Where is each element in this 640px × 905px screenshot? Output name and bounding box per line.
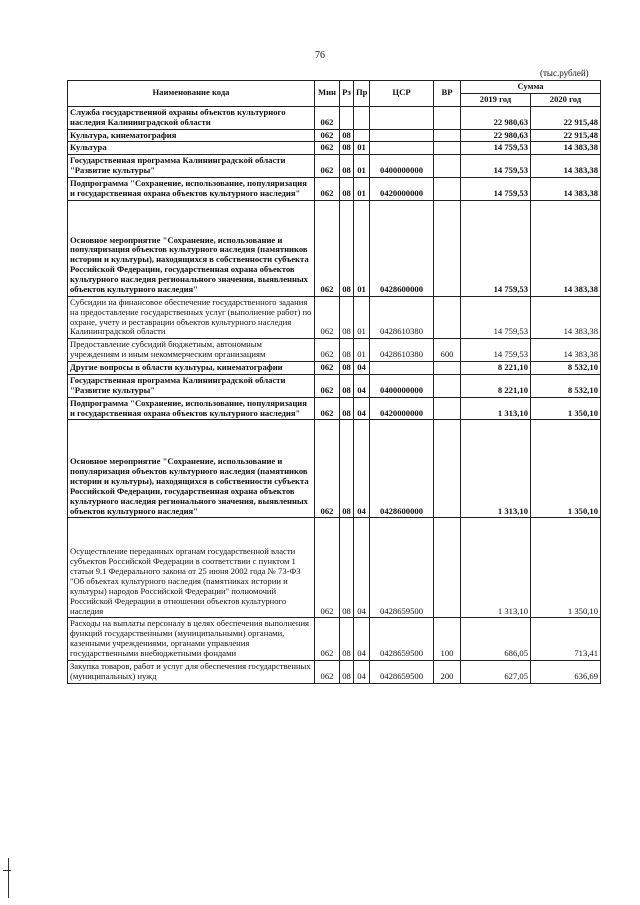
cell-y2020: 22 915,48 (531, 106, 601, 129)
cell-min: 062 (315, 178, 340, 201)
cell-rz: 08 (340, 142, 354, 155)
cell-pr (354, 106, 370, 129)
cell-csr: 0428659500 (370, 660, 434, 683)
cell-vr (434, 420, 461, 518)
table-row (68, 142, 601, 155)
cell-csr: 0428610380 (370, 339, 434, 362)
cell-csr: 0428659500 (370, 618, 434, 661)
cell-rz: 08 (340, 397, 354, 420)
cell-y2020: 14 383,38 (531, 339, 601, 362)
cell-name: Осуществление переданных органам государственной власти субъектов Российской Федерации в соответствии с пунктом 1 статьи 9.1 Федерального закона от 25 июня 2002 года № 73-ФЗ "Об объектах культурного наследия (памятниках истории и культуры) народов Российской Федерации" полномочий Российской Федерации в отношении объектов культурного наследия (68, 518, 315, 618)
table-row (68, 374, 601, 397)
cell-name: Другие вопросы в области культуры, кинематографии (68, 362, 315, 375)
header-pr: Пр (354, 81, 370, 107)
table-row (68, 200, 601, 296)
cell-y2019: 14 759,53 (461, 339, 531, 362)
cell-y2019: 8 221,10 (461, 374, 531, 397)
cell-pr: 04 (354, 618, 370, 661)
cell-name: Государственная программа Калининградской области "Развитие культуры" (68, 374, 315, 397)
cell-name: Основное мероприятие "Сохранение, использование и популяризация объектов культурного наследия (памятников истории и культуры), находящихся в собственности субъекта Российской Федерации, государственная охрана объектов культурного наследия регионального значения, выявленных объектов культурного наследия" (68, 200, 315, 296)
cell-y2020: 1 350,10 (531, 397, 601, 420)
cell-min: 062 (315, 129, 340, 142)
table-row (68, 660, 601, 683)
cell-pr: 04 (354, 420, 370, 518)
cell-y2019: 14 759,53 (461, 155, 531, 178)
cell-vr (434, 362, 461, 375)
cell-y2020: 14 383,38 (531, 200, 601, 296)
cell-csr: 0428600000 (370, 200, 434, 296)
cell-pr: 01 (354, 200, 370, 296)
cell-pr: 01 (354, 296, 370, 339)
cell-y2019: 1 313,10 (461, 397, 531, 420)
cell-vr (434, 296, 461, 339)
cell-min: 062 (315, 660, 340, 683)
cell-pr: 01 (354, 178, 370, 201)
table-row (68, 178, 601, 201)
cell-min: 062 (315, 362, 340, 375)
cell-csr: 0428600000 (370, 420, 434, 518)
cell-name: Закупка товаров, работ и услуг для обеспечения государственных (муниципальных) нужд (68, 660, 315, 683)
cell-vr (434, 155, 461, 178)
cell-rz: 08 (340, 296, 354, 339)
cell-y2020: 1 350,10 (531, 420, 601, 518)
header-2020: 2020 год (531, 93, 601, 106)
header-sum: Сумма (461, 81, 601, 94)
cell-y2019: 627,05 (461, 660, 531, 683)
cell-min: 062 (315, 397, 340, 420)
table-row (68, 420, 601, 518)
cell-vr: 200 (434, 660, 461, 683)
header-name: Наименование кода (68, 81, 315, 107)
cell-y2020: 713,41 (531, 618, 601, 661)
cell-pr: 04 (354, 374, 370, 397)
cell-name: Субсидии на финансовое обеспечение государственного задания на предоставление государственных услуг (выполнение работ) по охране, учету и реставрации объектов культурного наследия Калининградской области (68, 296, 315, 339)
cell-pr: 04 (354, 397, 370, 420)
cell-name: Основное мероприятие "Сохранение, использование и популяризация объектов культурного наследия (памятников истории и культуры), находящихся в собственности субъекта Российской Федерации, государственная охрана объектов культурного наследия регионального значения, выявленных объектов культурного наследия" (68, 420, 315, 518)
cell-rz: 08 (340, 339, 354, 362)
cell-min: 062 (315, 106, 340, 129)
cell-rz: 08 (340, 155, 354, 178)
cell-rz: 08 (340, 362, 354, 375)
cell-csr: 0400000000 (370, 374, 434, 397)
table-row (68, 155, 601, 178)
cell-min: 062 (315, 155, 340, 178)
cell-csr: 0400000000 (370, 155, 434, 178)
table-row (68, 397, 601, 420)
cell-vr (434, 129, 461, 142)
table-row (68, 362, 601, 375)
cell-y2019: 14 759,53 (461, 142, 531, 155)
table-row (68, 296, 601, 339)
cell-y2019: 22 980,63 (461, 106, 531, 129)
cell-name: Подпрограмма "Сохранение, использование, популяризация и государственная охрана объектов культурного наследия" (68, 178, 315, 201)
cell-pr: 04 (354, 660, 370, 683)
cell-y2020: 8 532,10 (531, 374, 601, 397)
table-row (68, 129, 601, 142)
table-row (68, 618, 601, 661)
cell-csr (370, 106, 434, 129)
margin-tick (3, 870, 11, 871)
cell-min: 062 (315, 142, 340, 155)
cell-name: Культура, кинематография (68, 129, 315, 142)
cell-y2019: 14 759,53 (461, 296, 531, 339)
cell-name: Государственная программа Калининградской области "Развитие культуры" (68, 155, 315, 178)
cell-min: 062 (315, 374, 340, 397)
cell-pr: 04 (354, 362, 370, 375)
cell-rz: 08 (340, 420, 354, 518)
cell-y2019: 8 221,10 (461, 362, 531, 375)
cell-rz: 08 (340, 518, 354, 618)
cell-rz: 08 (340, 618, 354, 661)
cell-min: 062 (315, 518, 340, 618)
cell-y2019: 1 313,10 (461, 518, 531, 618)
cell-rz: 08 (340, 374, 354, 397)
cell-vr (434, 518, 461, 618)
cell-csr (370, 142, 434, 155)
cell-csr (370, 129, 434, 142)
cell-y2020: 22 915,48 (531, 129, 601, 142)
cell-name: Расходы на выплаты персоналу в целях обеспечения выполнения функций государственными (муниципальными) органами, казенными учреждениями, органами управления государственными внебюджетными фондами (68, 618, 315, 661)
cell-min: 062 (315, 618, 340, 661)
cell-pr: 01 (354, 339, 370, 362)
table-body (68, 106, 601, 683)
table-row (68, 339, 601, 362)
header-min: Мин (315, 81, 340, 107)
cell-csr: 0420000000 (370, 397, 434, 420)
cell-y2019: 22 980,63 (461, 129, 531, 142)
cell-vr (434, 200, 461, 296)
cell-rz: 08 (340, 178, 354, 201)
cell-name: Служба государственной охраны объектов культурного наследия Калининградской области (68, 106, 315, 129)
cell-csr (370, 362, 434, 375)
header-vr: ВР (434, 81, 461, 107)
table-row (68, 518, 601, 618)
cell-min: 062 (315, 420, 340, 518)
cell-min: 062 (315, 339, 340, 362)
cell-y2020: 636,69 (531, 660, 601, 683)
cell-y2020: 14 383,38 (531, 178, 601, 201)
cell-csr: 0428659500 (370, 518, 434, 618)
cell-name: Подпрограмма "Сохранение, использование, популяризация и государственная охрана объектов культурного наследия" (68, 397, 315, 420)
cell-pr: 01 (354, 155, 370, 178)
cell-vr (434, 142, 461, 155)
cell-y2019: 1 313,10 (461, 420, 531, 518)
cell-min: 062 (315, 200, 340, 296)
cell-rz: 08 (340, 200, 354, 296)
cell-min: 062 (315, 296, 340, 339)
cell-y2019: 14 759,53 (461, 200, 531, 296)
cell-y2020: 14 383,38 (531, 155, 601, 178)
cell-vr (434, 374, 461, 397)
cell-name: Культура (68, 142, 315, 155)
cell-csr: 0428610380 (370, 296, 434, 339)
cell-y2020: 14 383,38 (531, 296, 601, 339)
header-rz: Рз (340, 81, 354, 107)
cell-pr: 01 (354, 142, 370, 155)
cell-rz: 08 (340, 129, 354, 142)
page-number: 76 (315, 50, 325, 61)
cell-rz (340, 106, 354, 129)
cell-name: Предоставление субсидий бюджетным, автономным учреждениям и иным некоммерческим организациям (68, 339, 315, 362)
header-csr: ЦСР (370, 81, 434, 107)
cell-y2020: 1 350,10 (531, 518, 601, 618)
margin-mark (8, 858, 9, 898)
cell-y2019: 686,05 (461, 618, 531, 661)
cell-pr: 04 (354, 518, 370, 618)
header-2019: 2019 год (461, 93, 531, 106)
cell-csr: 0420000000 (370, 178, 434, 201)
units-label: (тыс.рублей) (540, 68, 589, 78)
cell-pr (354, 129, 370, 142)
cell-y2019: 14 759,53 (461, 178, 531, 201)
cell-y2020: 8 532,10 (531, 362, 601, 375)
cell-vr (434, 397, 461, 420)
table-row (68, 106, 601, 129)
cell-rz: 08 (340, 660, 354, 683)
cell-vr (434, 106, 461, 129)
cell-vr: 100 (434, 618, 461, 661)
cell-vr: 600 (434, 339, 461, 362)
cell-vr (434, 178, 461, 201)
cell-y2020: 14 383,38 (531, 142, 601, 155)
budget-table (67, 80, 601, 684)
